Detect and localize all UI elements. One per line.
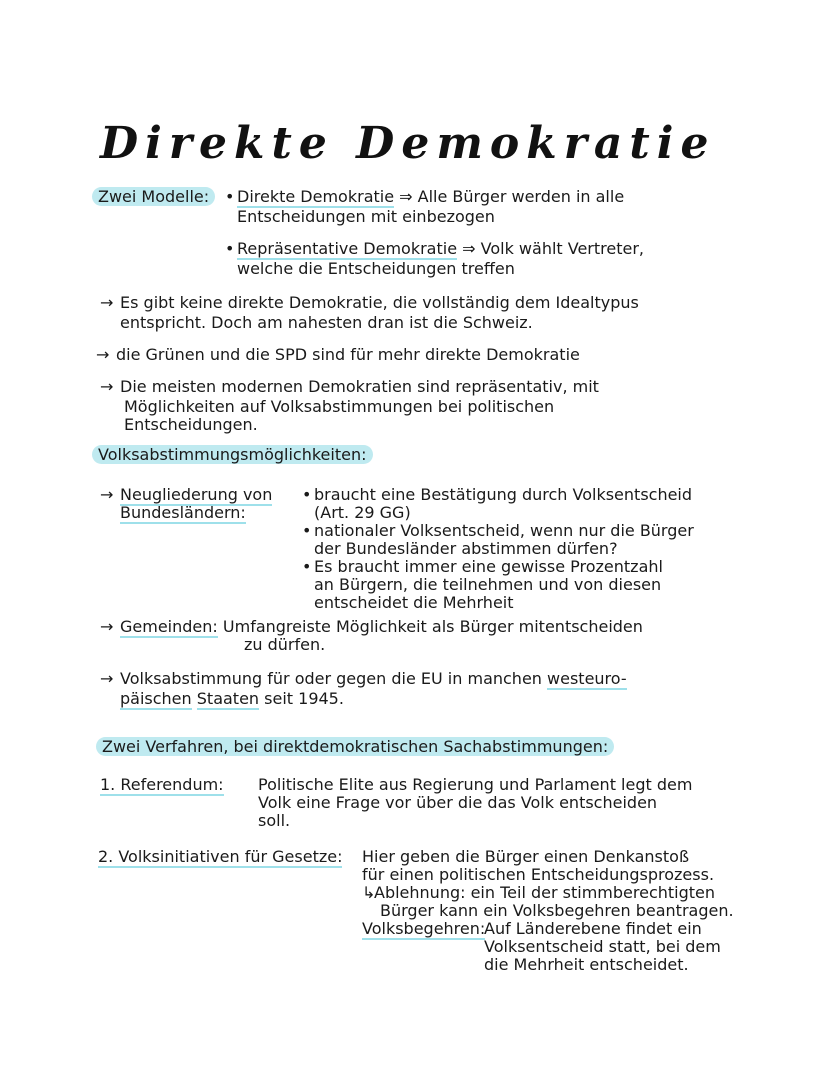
referendum-line2: Volk eine Frage vor über die das Volk entscheiden (258, 793, 658, 812)
direkt-definition-line2: Entscheidungen mit einbezogen (237, 207, 495, 226)
neu-bullet-3-line3: entscheidet die Mehrheit (314, 593, 514, 612)
gemeinden-item: → Gemeinden: Umfangreiste Möglichkeit als Bürger mitentscheiden (100, 617, 643, 636)
neugliederung-label-line2: Bundesländern: (120, 503, 246, 522)
repr-definition-line2: welche die Entscheidungen treffen (237, 259, 515, 278)
arrow-right-icon: → (100, 293, 114, 312)
arrow-right-icon: → (96, 345, 110, 364)
arrow-right-icon: → (100, 485, 114, 504)
initiative-line4: Bürger kann ein Volksbegehren beantragen. (380, 901, 734, 920)
bullet-dot-icon: • (302, 485, 312, 504)
arrow-right-icon: → (100, 377, 114, 396)
bullet-dot-icon: • (302, 521, 312, 540)
arrow-right-icon: → (100, 617, 114, 636)
point-3-line3: Entscheidungen. (124, 415, 258, 434)
volks-heading: Volksabstimmungsmöglichkeiten: (92, 444, 373, 466)
direkt-definition: • Direkte Demokratie ⇒ Alle Bürger werden in alle (225, 187, 625, 206)
neu-bullet-3-line2: an Bürgern, die teilnehmen und von diesen (314, 575, 662, 594)
initiative-line1: Hier geben die Bürger einen Denkanstoß (362, 847, 690, 866)
neugliederung-label: → Neugliederung von (100, 485, 273, 504)
referendum-line3: soll. (258, 811, 291, 830)
bullet-dot-icon: • (225, 239, 235, 258)
eu-line2: päischen Staaten seit 1945. (120, 689, 344, 708)
initiative-line3: ↳Ablehnung: ein Teil der stimmberechtigten (362, 883, 716, 902)
point-2: → die Grünen und die SPD sind für mehr direkte Demokratie (96, 345, 580, 364)
begehren-line3: die Mehrheit entscheidet. (484, 955, 689, 974)
begehren-line1: Auf Länderebene findet ein (484, 919, 702, 938)
neu-bullet-2: • nationaler Volksentscheid, wenn nur die Bürger (302, 521, 694, 540)
repr-term: Repräsentative Demokratie (237, 239, 458, 258)
point-3: → Die meisten modernen Demokratien sind repräsentativ, mit (100, 377, 599, 396)
gemeinden-line2: zu dürfen. (244, 635, 326, 654)
arrow-right-icon: → (100, 669, 114, 688)
neu-bullet-2-line2: der Bundesländer abstimmen dürfen? (314, 539, 618, 558)
bullet-dot-icon: • (225, 187, 235, 206)
neu-bullet-1-line2: (Art. 29 GG) (314, 503, 411, 522)
point-1-line2: entspricht. Doch am nahesten dran ist die Schweiz. (120, 313, 533, 332)
bullet-dot-icon: • (302, 557, 312, 576)
eu-item: → Volksabstimmung für oder gegen die EU in manchen westeuro- (100, 669, 627, 688)
initiative-line2: für einen politischen Entscheidungsprozess. (362, 865, 715, 884)
neu-bullet-1: • braucht eine Bestätigung durch Volksentscheid (302, 485, 693, 504)
verfahren-heading: Zwei Verfahren, bei direktdemokratischen Sachabstimmungen: (96, 736, 614, 758)
modelle-label: Zwei Modelle: (92, 186, 215, 208)
begehren-label: Volksbegehren: (362, 919, 486, 938)
return-arrow-icon: ↳ (362, 883, 376, 902)
point-1: → Es gibt keine direkte Demokratie, die vollständig dem Idealtypus (100, 293, 639, 312)
begehren-line2: Volksentscheid statt, bei dem (484, 937, 721, 956)
repr-definition: • Repräsentative Demokratie ⇒ Volk wählt Vertreter, (225, 239, 645, 258)
point-3-line2: Möglichkeiten auf Volksabstimmungen bei politischen (124, 397, 555, 416)
direkt-term: Direkte Demokratie (237, 187, 395, 206)
page-title: Direkte Demokratie (100, 118, 716, 169)
referendum-label: 1. Referendum: (100, 775, 224, 794)
neu-bullet-3: • Es braucht immer eine gewisse Prozentzahl (302, 557, 663, 576)
initiative-label: 2. Volksinitiativen für Gesetze: (98, 847, 343, 866)
gemeinden-label: Gemeinden: (120, 617, 218, 636)
referendum-line1: Politische Elite aus Regierung und Parlament legt dem (258, 775, 693, 794)
